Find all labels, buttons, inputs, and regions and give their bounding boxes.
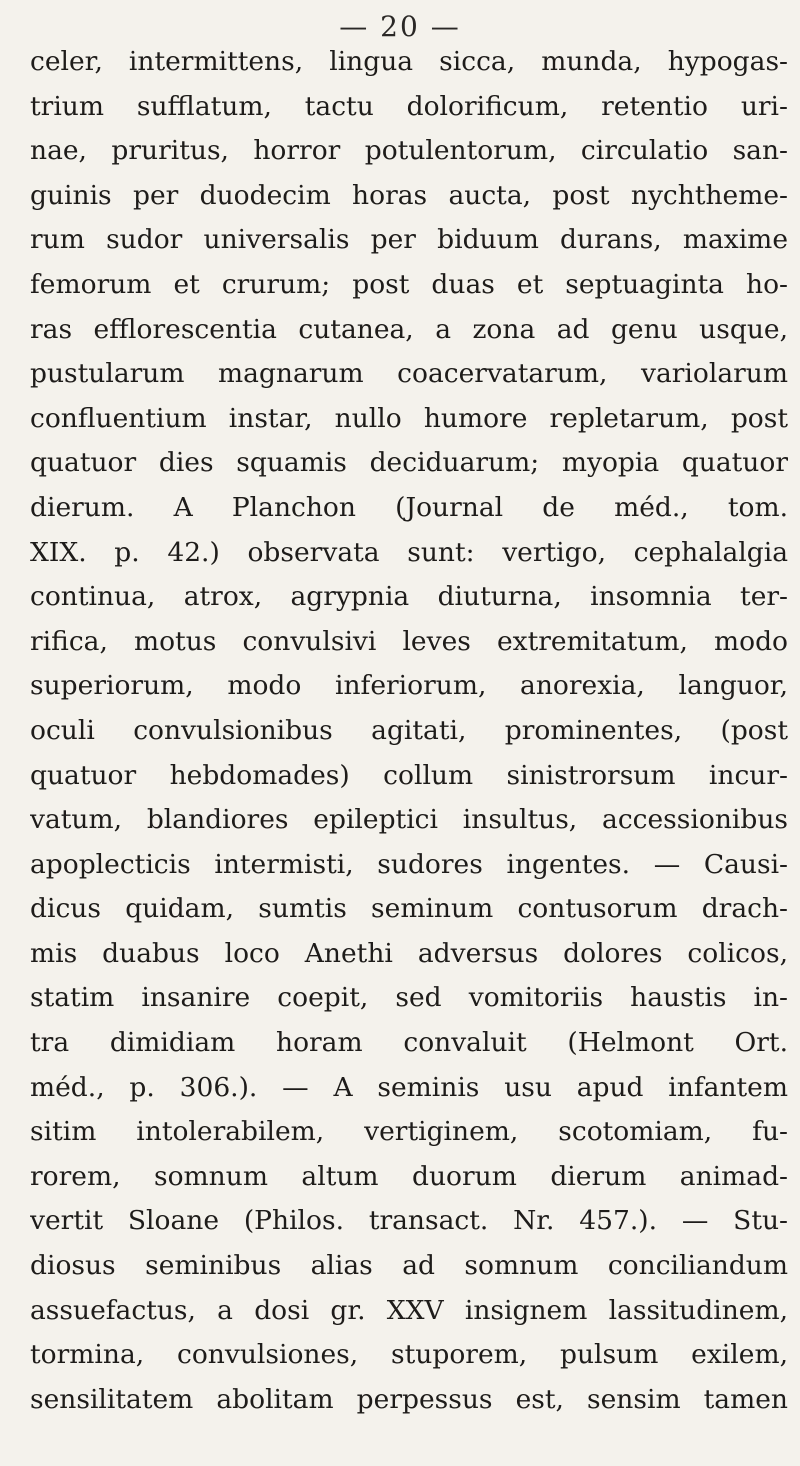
body-text (30, 40, 788, 1422)
text-line: quatuor dies squamis deciduarum; myopia quatuor (30, 447, 788, 479)
text-line: oculi convulsionibus agitati, prominentes, (post (30, 714, 788, 746)
text-line: statim insanire coepit, sed vomitoriis haustis in- (30, 982, 788, 1014)
text-line: continua, atrox, agrypnia diuturna, insomnia ter- (30, 581, 788, 613)
text-line: tra dimidiam horam convaluit (Helmont Ort. (30, 1027, 788, 1059)
text-line: pustularum magnarum coacervatarum, variolarum (30, 358, 788, 390)
text-line: vertit Sloane (Philos. transact. Nr. 457.). — Stu- (30, 1205, 788, 1237)
text-line: dierum. A Planchon (Journal de méd., tom. (30, 491, 788, 523)
text-line: confluentium instar, nullo humore repletarum, post (30, 402, 788, 434)
text-line: celer, intermittens, lingua sicca, munda, hypogas- (30, 46, 788, 77)
text-line: XIX. p. 42.) observata sunt: vertigo, cephalalgia (30, 536, 788, 568)
text-line: sensilitatem abolitam perpessus est, sensim tamen (30, 1383, 788, 1415)
text-line: guinis per duodecim horas aucta, post nychtheme- (30, 179, 788, 211)
text-line: dicus quidam, sumtis seminum contusorum drach- (30, 893, 788, 925)
text-line: méd., p. 306.). — A seminis usu apud infantem (30, 1071, 788, 1103)
text-line: tormina, convulsiones, stuporem, pulsum exilem, (30, 1339, 788, 1371)
text-line: diosus seminibus alias ad somnum conciliandum (30, 1250, 788, 1282)
text-line: rorem, somnum altum duorum dierum animad- (30, 1160, 788, 1192)
text-line: sitim intolerabilem, vertiginem, scotomiam, fu- (30, 1116, 788, 1148)
text-line: femorum et crurum; post duas et septuaginta ho- (30, 268, 788, 300)
text-line: assuefactus, a dosi gr. XXV insignem lassitudinem, (30, 1294, 788, 1326)
text-line: apoplecticis intermisti, sudores ingentes. — Causi- (30, 848, 788, 880)
text-line: rifica, motus convulsivi leves extremitatum, modo (30, 625, 788, 657)
page-number: — 20 — (339, 10, 461, 43)
text-line: superiorum, modo inferiorum, anorexia, languor, (30, 670, 788, 702)
text-line: trium sufflatum, tactu dolorificum, retentio uri- (30, 90, 788, 122)
text-line: quatuor hebdomades) collum sinistrorsum incur- (30, 759, 788, 791)
text-line: vatum, blandiores epileptici insultus, accessionibus (30, 804, 788, 836)
text-line: mis duabus loco Anethi adversus dolores colicos, (30, 937, 788, 969)
text-line: ras efflorescentia cutanea, a zona ad genu usque, (30, 313, 788, 345)
text-line: nae, pruritus, horror potulentorum, circulatio san- (30, 135, 788, 167)
text-line: rum sudor universalis per biduum durans, maxime (30, 224, 788, 256)
